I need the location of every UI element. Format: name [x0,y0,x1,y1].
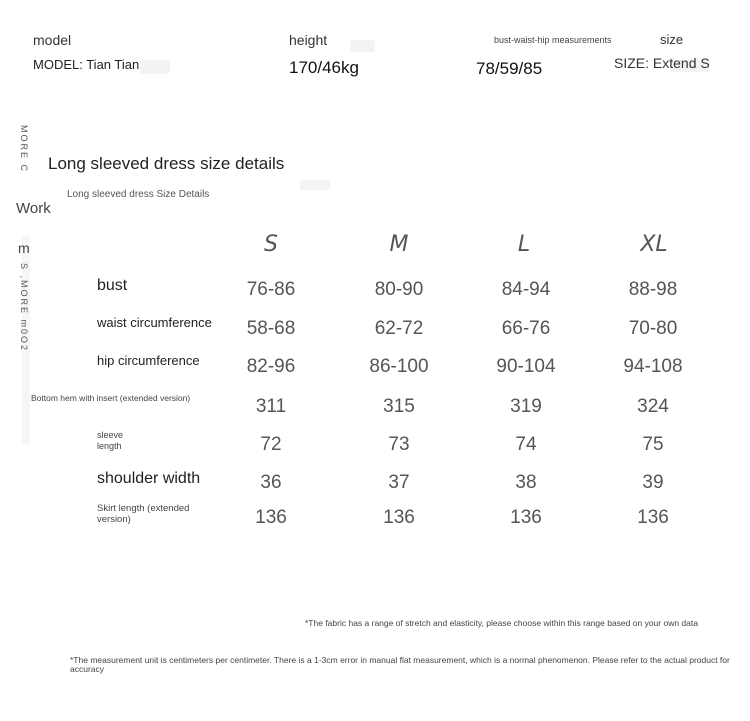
cell-shoulder-m: 37 [388,472,410,493]
fabric-note: *The fabric has a range of stretch and elasticity, please choose within this range based on your own data [305,618,698,628]
side-m-letter: m [18,240,30,256]
row-label-skirt: Skirt length (extended version) [97,503,190,525]
side-vertical-text: MORE C [19,125,29,173]
side-vertical-text-2: S ,MORE m0O2 [19,263,29,353]
model-label: model [33,32,72,48]
measurement-note: *The measurement unit is centimeters per centimeter. There is a 1-3cm error in manual flat measurement, which is a normal phenomenon. Please refer to the actual product for accuracy [70,655,730,674]
row-label-hip: hip circumference [97,353,200,368]
cell-sleeve-m: 73 [388,434,410,455]
cell-bust-xl: 88-98 [628,279,678,300]
cell-shoulder-s: 36 [260,472,282,493]
cell-sleeve-s: 72 [260,434,282,455]
size-header-m: M [389,232,409,257]
cell-waist-xl: 70-80 [628,318,678,339]
cell-waist-s: 58-68 [246,318,296,339]
size-value: SIZE: Extend S [614,55,710,71]
side-work-text: Work [16,200,51,217]
cell-skirt-s: 136 [255,507,287,528]
measure-label: bust-waist-hip measurements [494,35,612,45]
height-value: 170/46kg [289,58,359,77]
section-title: Long sleeved dress size details [48,154,285,173]
row-label-waist: waist circumference [97,315,212,330]
cell-bust-m: 80-90 [374,279,424,300]
smudge [140,60,170,74]
cell-sleeve-l: 74 [515,434,537,455]
section-subtitle: Long sleeved dress Size Details [67,189,210,200]
smudge [300,180,330,190]
row-label-bottom-hem: Bottom hem with insert (extended version) [31,393,191,403]
cell-waist-l: 66-76 [501,318,551,339]
row-label-bust: bust [97,277,128,294]
cell-skirt-xl: 136 [637,507,669,528]
cell-skirt-m: 136 [383,507,415,528]
cell-hem-s: 311 [255,396,287,417]
size-header-xl: XL [640,232,668,257]
cell-hip-m: 86-100 [369,356,429,377]
smudge [350,40,375,52]
cell-hip-l: 90-104 [496,356,556,377]
measure-value: 78/59/85 [476,59,543,78]
row-label-sleeve: sleeve length [97,430,124,451]
cell-waist-m: 62-72 [374,318,424,339]
height-label: height [289,32,328,48]
size-header-l: L [517,232,531,257]
cell-bust-l: 84-94 [501,279,551,300]
cell-shoulder-xl: 39 [642,472,664,493]
cell-sleeve-xl: 75 [642,434,664,455]
cell-hem-xl: 324 [637,396,669,417]
cell-shoulder-l: 38 [515,472,537,493]
cell-hip-xl: 94-108 [623,356,683,377]
cell-bust-s: 76-86 [246,279,296,300]
row-label-shoulder: shoulder width [97,470,201,487]
size-header-s: S [264,232,278,257]
cell-hem-l: 319 [510,396,542,417]
cell-hip-s: 82-96 [246,356,296,377]
model-value: MODEL: Tian Tian [33,57,140,72]
cell-skirt-l: 136 [510,507,542,528]
cell-hem-m: 315 [383,396,415,417]
size-label: size [660,32,684,47]
